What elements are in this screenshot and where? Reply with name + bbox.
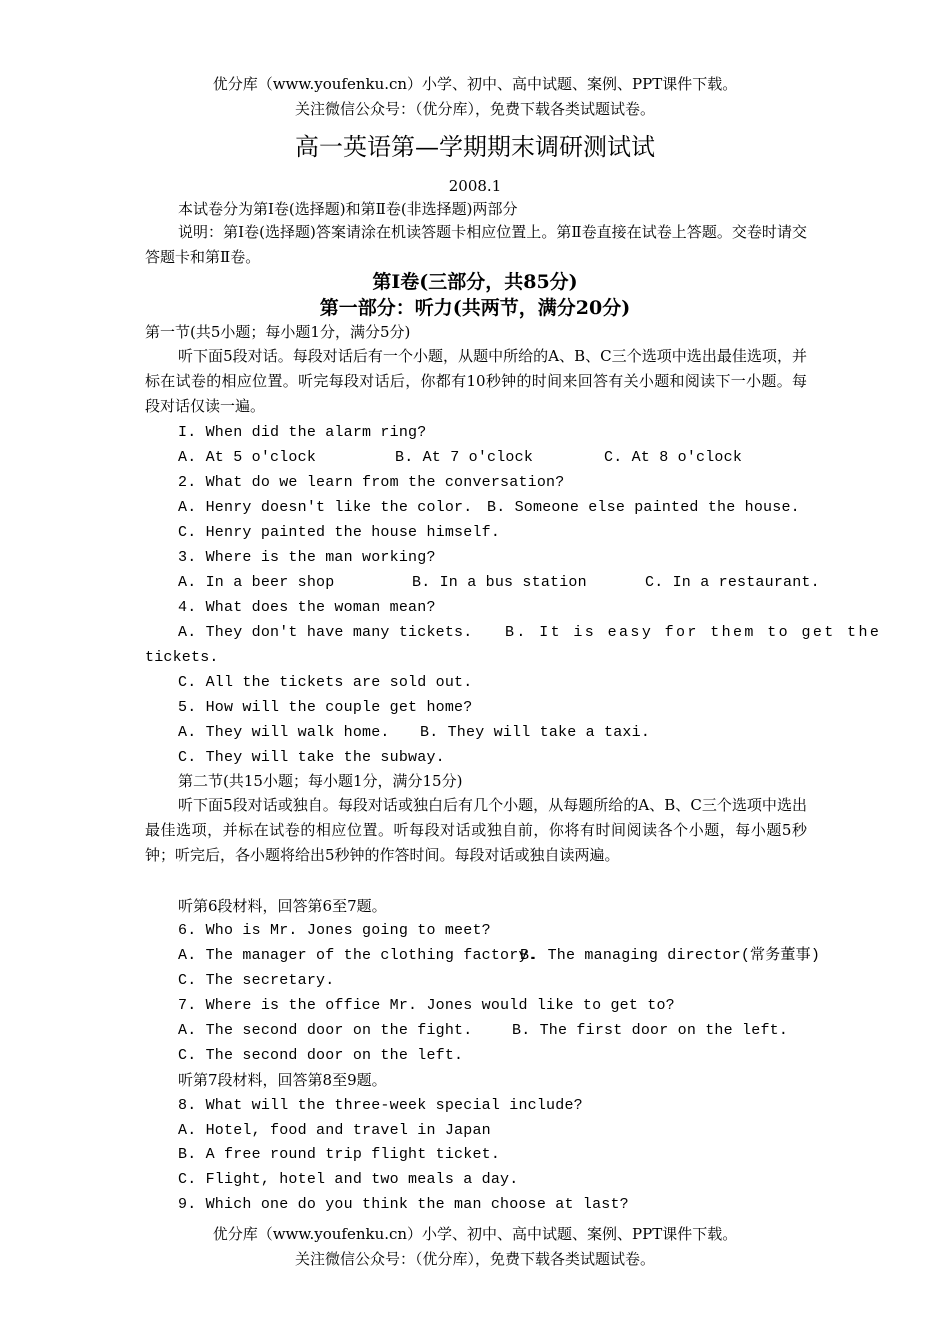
q6-option-b: B. The managing director(常务董事) [520,947,821,964]
q8-option-b: B. A free round trip flight ticket. [178,1146,501,1163]
q2-option-c: C. Henry painted the house himself. [178,524,501,541]
q2-option-a: A. Henry doesn't like the color. [178,499,473,516]
q3-option-a: A. In a beer shop [178,574,335,591]
header-line-1: 优分库（www.youfenku.cn）小学、初中、高中试题、案例、PPT课件下载。 [212,75,738,93]
q8-option-c: C. Flight, hotel and two meals a day. [178,1171,519,1188]
footer-line-2: 关注微信公众号：（优分库），免费下载各类试题试卷。 [294,1250,655,1268]
intro-line: 本试卷分为第Ⅰ卷(选择题)和第Ⅱ卷(非选择题)两部分 [178,200,518,218]
section2-instructions: 听下面5段对话或独自。每段对话或独白后有几个小题，从每题所给的A、B、C三个选项中选出最佳选项，并标在试卷的相应位置。听每段对话或独自前，你将有时间阅读各个小题，每小题5秒钟；听完后，各小题将给出5秒钟的作答时间。每段对话或独自读两遍。 [145,796,807,864]
q4-option-b-continued: tickets. [145,649,219,666]
section1-instructions: 听下面5段对话。每段对话后有一个小题，从题中所给的A、B、C三个选项中选出最佳选项，并标在试卷的相应位置。听完每段对话后，你都有10秒钟的时间来回答有关小题和阅读下一小题。每段对话仅读一遍。 [145,347,807,415]
q5-option-c: C. They will take the subway. [178,749,445,766]
page-title: 高一英语第—学期期末调研测试试 [295,133,655,161]
question-2: 2. What do we learn from the conversation? [178,474,565,491]
question-7: 7. Where is the office Mr. Jones would like to get to? [178,997,675,1014]
section2-heading: 第二节(共15小题；每小题1分，满分15分) [178,772,463,790]
q2-option-b: B. Someone else painted the house. [487,499,800,516]
q6-option-a: A. The manager of the clothing factory. [178,947,537,964]
q4-option-a: A. They don't have many tickets. [178,624,473,641]
footer-line-1: 优分库（www.youfenku.cn）小学、初中、高中试题、案例、PPT课件下载。 [212,1225,738,1243]
question-3: 3. Where is the man working? [178,549,436,566]
q4-option-c: C. All the tickets are sold out. [178,674,473,691]
question-6: 6. Who is Mr. Jones going to meet? [178,922,491,939]
material-7-note: 听第7段材料，回答第8至9题。 [178,1071,387,1089]
q3-option-b: B. In a bus station [412,574,587,591]
intro-instructions: 说明：第Ⅰ卷(选择题)答案请涂在机读答题卡相应位置上。第Ⅱ卷直接在试卷上答题。交卷时请交答题卡和第Ⅱ卷。 [145,223,807,266]
q5-option-b: B. They will take a taxi. [420,724,651,741]
q7-option-a: A. The second door on the fight. [178,1022,473,1039]
question-5: 5. How will the couple get home? [178,699,473,716]
q1-option-b: B. At 7 o'clock [395,449,534,466]
q8-option-a: A. Hotel, food and travel in Japan [178,1122,491,1139]
header-line-2: 关注微信公众号：（优分库），免费下载各类试题试卷。 [294,100,655,118]
question-1: I. When did the alarm ring? [178,424,427,441]
q4-option-b: B. It is easy for them to get the [505,624,882,641]
q1-option-a: A. At 5 o'clock [178,449,317,466]
volume-heading: 第Ⅰ卷(三部分，共85分) [372,271,578,293]
section1-heading: 第一节(共5小题；每小题1分，满分5分) [145,323,411,341]
question-4: 4. What does the woman mean? [178,599,436,616]
question-9: 9. Which one do you think the man choose at last? [178,1196,629,1213]
exam-date: 2008.1 [448,177,502,195]
material-6-note: 听第6段材料，回答第6至7题。 [178,897,387,915]
q6-option-c: C. The secretary. [178,972,335,989]
q7-option-b: B. The first door on the left. [512,1022,789,1039]
q7-option-c: C. The second door on the left. [178,1047,464,1064]
part-heading: 第一部分：听力(共两节，满分20分) [319,297,631,319]
q5-option-a: A. They will walk home. [178,724,390,741]
question-8: 8. What will the three-week special include? [178,1097,583,1114]
q1-option-c: C. At 8 o'clock [604,449,743,466]
q3-option-c: C. In a restaurant. [645,574,820,591]
